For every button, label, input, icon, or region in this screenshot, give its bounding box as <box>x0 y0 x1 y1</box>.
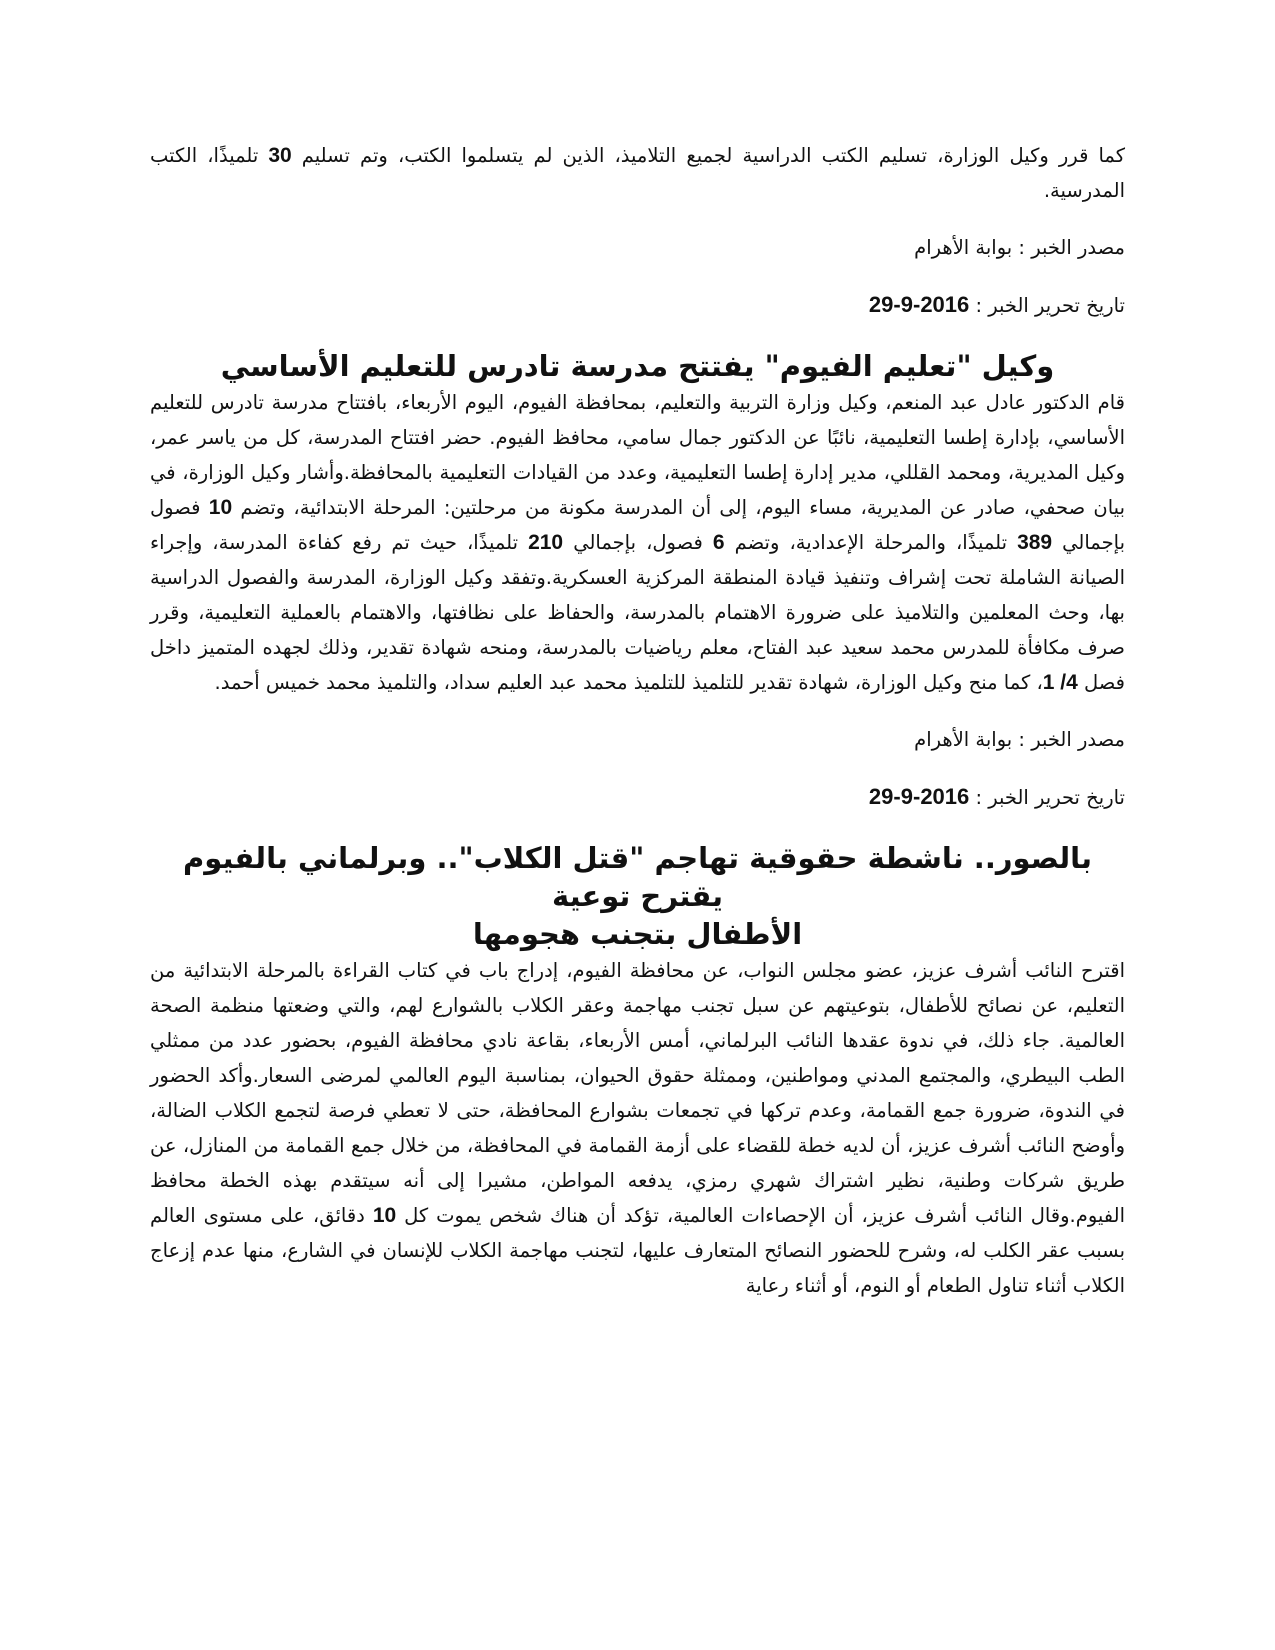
date-label: تاريخ تحرير الخبر : <box>975 786 1125 809</box>
article1-number-1: 10 <box>208 496 233 519</box>
intro-number: 30 <box>268 144 292 167</box>
article1-text-3: تلميذًا، والمرحلة الإعدادية، وتضم <box>734 531 1007 554</box>
document-page <box>150 138 1125 1303</box>
article2-headline-line1: بالصور.. ناشطة حقوقية تهاجم "قتل الكلاب".. وبرلماني بالفيوم يقترح توعية <box>183 841 1092 913</box>
article1-number-5: 4/ 1 <box>1042 671 1078 694</box>
intro-text-a: كما قرر وكيل الوزارة، تسليم الكتب الدراسية لجميع التلاميذ، الذين لم يتسلموا الكتب، وتم تسليم <box>301 144 1125 167</box>
date-label: تاريخ تحرير الخبر : <box>975 294 1125 317</box>
article2-headline <box>150 839 1125 953</box>
article1-source: مصدر الخبر : بوابة الأهرام <box>914 728 1125 751</box>
article1-body <box>150 385 1125 700</box>
article2-headline-line2: الأطفال بتجنب هجومها <box>472 917 803 951</box>
article2-body <box>150 953 1125 1303</box>
article1-number-4: 210 <box>528 531 564 554</box>
article2-number-1: 10 <box>372 1204 397 1227</box>
article2-text-1: اقترح النائب أشرف عزيز، عضو مجلس النواب، عن محافظة الفيوم، إدراج باب في كتاب القراءة بالمرحلة الابتدائية من التعليم، عن نصائح للأطفال، بتوعيتهم عن سبل تجنب مهاجمة وعقر الكلاب بالشوارع لهم، والتي وضعتها منظمة الصحة العالمية. جاء ذلك، في ندوة عقدها النائب البرلماني، أمس الأربعاء، بقاعة نادي محافظة الفيوم، بحضور عدد من ممثلي الطب البيطري، والمجتمع المدني ومواطنين، وممثلة حقوق الحيوان، بمناسبة اليوم العالمي لمرضى السعار.وأكد الحضور في الندوة، ضرورة جمع القمامة، وعدم تركها في تجمعات بشوارع المحافظة، حتى لا تعطي فرصة لتجمع الكلاب الضالة، وأوضح النائب أشرف عزيز، أن لديه خطة للقضاء على أزمة القمامة في المحافظة، من خلال جمع القمامة من المنازل، عن طريق شركات وطنية، نظير اشتراك شهري رمزي، يدفعه المواطن، مشيرا إلى أنه سيتقدم بهذه الخطة محافظ الفيوم.وقال النائب أشرف عزيز، أن الإحصاءات العالمية، تؤكد أن هناك شخص يموت كل <box>150 959 1125 1227</box>
article1-date <box>150 779 1125 815</box>
article1-text-6: ، كما منح وكيل الوزارة، شهادة تقدير للتلميذ للتلميذ محمد عبد العليم سداد، والتلميذ محمد خميس أحمد. <box>214 671 1043 694</box>
article1-text-2: فصول بإجمالي <box>150 496 1126 554</box>
intro-date <box>150 287 1125 323</box>
date-value: 2016-9-29 <box>868 292 970 317</box>
intro-source: مصدر الخبر : بوابة الأهرام <box>914 236 1125 259</box>
article1-text-1: قام الدكتور عادل عبد المنعم، وكيل وزارة التربية والتعليم، بمحافظة الفيوم، اليوم الأربعاء، بافتتاح مدرسة تادرس للتعليم الأساسي، بإدارة إطسا التعليمية، نائبًا عن الدكتور جمال سامي، محافظ الفيوم. حضر افتتاح المدرسة، كل من ياسر عمر، وكيل المديرية، ومحمد القللي، مدير إدارة إطسا التعليمية، وعدد من القيادات التعليمية بالمحافظة.وأشار وكيل الوزارة، في بيان صحفي، صادر عن المديرية، مساء اليوم، إلى أن المدرسة مكونة من مرحلتين: المرحلة الابتدائية، وتضم <box>150 391 1125 519</box>
article1-number-2: 389 <box>1017 531 1053 554</box>
article1-text-5: تلميذًا، حيث تم رفع كفاءة المدرسة، وإجراء الصيانة الشاملة تحت إشراف وتنفيذ قيادة المنطقة المركزية العسكرية.وتفقد وكيل الوزارة، المدرسة والفصول الدراسية بها، وحث المعلمين والتلاميذ على ضرورة الاهتمام بالمدرسة، والحفاظ على نظافتها، والاهتمام بالعملية التعليمية، وقرر صرف مكافأة للمدرس محمد سعيد عبد الفتاح، معلم رياضيات بالمدرسة، ومنحه شهادة تقدير، وذلك لجهده المتميز داخل فصل <box>150 531 1125 694</box>
article2-text-2: دقائق، على مستوى العالم بسبب عقر الكلب له، وشرح للحضور النصائح المتعارف عليها، لتجنب مهاجمة الكلاب للإنسان في الشارع، منها عدم إزعاج الكلاب أثناء تناول الطعام أو النوم، أو أثناء رعاية <box>150 1204 1125 1297</box>
article1-headline: وكيل "تعليم الفيوم" يفتتح مدرسة تادرس للتعليم الأساسي <box>220 349 1055 383</box>
intro-paragraph <box>150 138 1125 208</box>
article1-text-4: فصول، بإجمالي <box>573 531 703 554</box>
article1-number-3: 6 <box>712 531 725 554</box>
date-value: 2016-9-29 <box>868 784 970 809</box>
intro-text-b: تلميذًا، الكتب المدرسية. <box>150 144 1125 202</box>
